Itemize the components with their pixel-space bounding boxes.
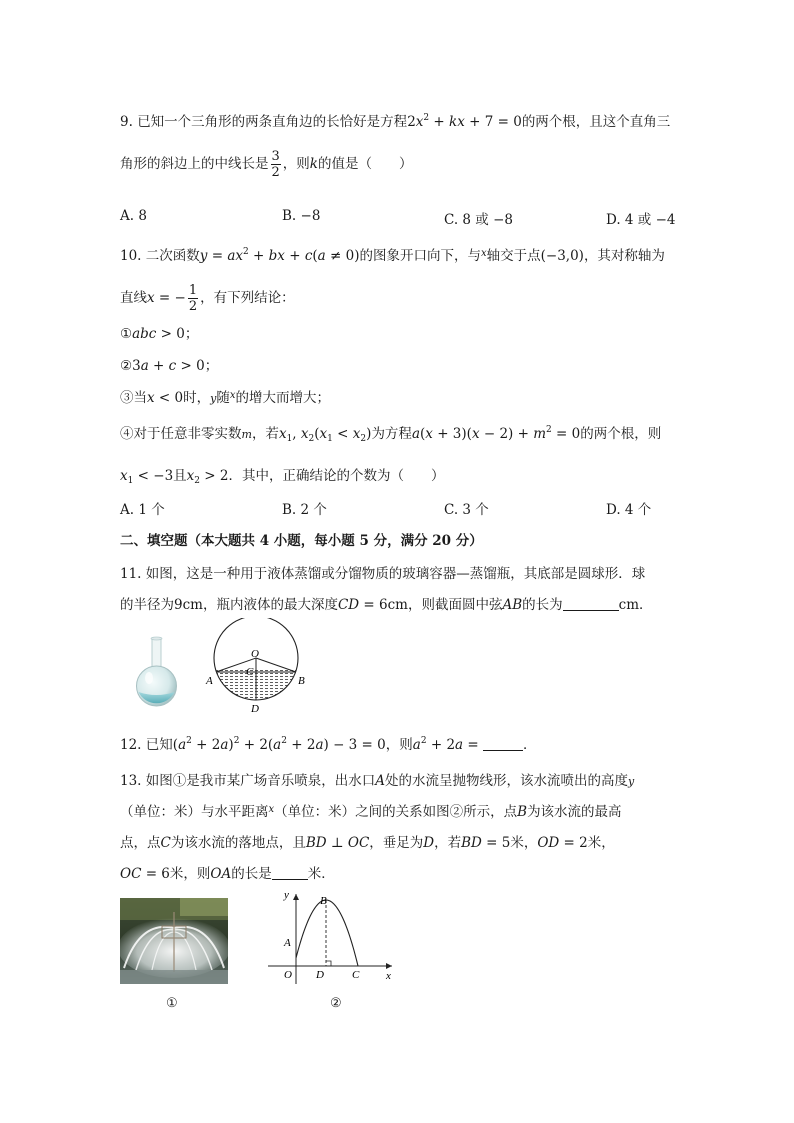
q10-option-a: A. 1 个 — [120, 502, 165, 518]
axis-label-y: y — [284, 889, 289, 901]
q12-text: 已知 — [145, 737, 173, 753]
q10-option-b: B. 2 个 — [282, 502, 327, 518]
answer-blank[interactable] — [483, 750, 523, 751]
q9-text: 的两个根，且这个直角三 — [521, 114, 671, 130]
q9-option-b: B. −8 — [282, 208, 321, 224]
fraction-numerator: 3 — [271, 149, 280, 164]
q13-line2 — [120, 800, 622, 820]
q9-text: 已知一个三角形的两条直角边的长恰好是方程 — [137, 114, 408, 130]
circle-diagram — [200, 618, 312, 718]
conclusion-formula: $x_1 < -3$ — [120, 468, 174, 486]
q9-option-a: A. 8 — [120, 208, 147, 224]
q9-number: 9. — [120, 114, 133, 130]
q13-text: 为该水流的落地点，且 — [170, 835, 306, 851]
fraction-numerator: 1 — [188, 283, 198, 298]
q12-number: 12. — [120, 737, 142, 753]
q12-expression: $a^2 + 2a$ = — [412, 736, 483, 753]
var-k: k — [309, 156, 318, 172]
q13-text: 的长是 — [231, 866, 272, 882]
q13-text: 为该水流的最高 — [527, 804, 622, 820]
conclusion-mark: ③当 — [120, 390, 147, 406]
q13-line1 — [120, 769, 634, 789]
q13-formula: OD = 2 — [537, 835, 588, 851]
q13-text: 米，则 — [169, 866, 211, 882]
q11-text: cm． — [618, 597, 653, 613]
q13-text: 如图①是我市某广场音乐喷泉，出水口 — [145, 773, 376, 789]
var-oa: OA — [210, 866, 232, 882]
fraction-denominator: 2 — [188, 299, 198, 314]
var-x: x — [268, 804, 275, 815]
conclusion-mark: ② — [120, 358, 133, 374]
fountain-photo — [120, 898, 228, 984]
conclusion-text: ④对于任意非零实数 — [120, 426, 242, 442]
conclusion-end: ； — [204, 358, 219, 374]
q13-text: 米， — [510, 835, 538, 851]
conclusion-formula: $a(x + 3)(x - 2) + m^2 = 0$ — [411, 425, 581, 442]
q13-line4 — [120, 862, 335, 882]
q13-formula: BD ⊥ OC — [305, 835, 370, 851]
q10-conclusion-2 — [120, 354, 218, 374]
q12-line — [120, 733, 537, 753]
q13-formula: BD = 5 — [461, 835, 511, 851]
fraction-denominator: 2 — [271, 165, 280, 180]
q13-text: ，若 — [434, 835, 462, 851]
q13-number: 13. — [120, 773, 142, 789]
right-angle-mark — [326, 961, 331, 966]
label-c: C — [352, 969, 360, 981]
q9-text: 的值是（ ） — [317, 156, 413, 172]
axis-label-x: x — [386, 970, 391, 982]
q11-text: 如图，这是一种用于液体蒸馏或分馏物质的玻璃容器—蒸馏瓶，其底部是圆球形．球 — [145, 566, 646, 582]
label-b: B — [298, 675, 305, 687]
q13-text: 米． — [307, 866, 335, 882]
q9-equation: $2x^2$ + kx + 7 = 0 — [407, 113, 522, 130]
q12-equation: $(a^2 + 2a)^2 + 2(a^2 + 2a) - 3 = 0$ — [172, 736, 386, 753]
q10-line2 — [120, 284, 295, 313]
q10-text: 的图象开口向下，与 — [359, 248, 481, 264]
q11-number: 11. — [120, 566, 142, 582]
answer-blank[interactable] — [272, 879, 308, 880]
conclusion-text: 为方程 — [371, 426, 412, 442]
label-a: A — [206, 675, 213, 687]
q10-conclusion-1 — [120, 322, 198, 342]
q9-fraction — [271, 150, 281, 179]
q10-text: 轴交于点 — [486, 248, 541, 264]
x-axis-arrow — [386, 963, 392, 969]
q13-text: 米， — [587, 835, 615, 851]
conclusion-text: 时， — [183, 390, 211, 406]
parabola-curve — [296, 900, 358, 966]
var-x: x — [229, 390, 236, 401]
conclusion-formula: x < 0 — [147, 390, 184, 406]
q10-text: ，有下列结论： — [200, 290, 295, 306]
var-ab: AB — [502, 597, 523, 613]
q13-text: （单位：米）与水平距离 — [120, 804, 269, 820]
var-a: A — [375, 773, 386, 789]
q13-text: （单位：米）之间的关系如图②所示，点 — [274, 804, 518, 820]
label-o: O — [251, 648, 259, 660]
q9-option-c: C. 8 或 −8 — [444, 212, 514, 228]
conclusion-formula: abc > 0 — [132, 326, 185, 342]
label-c: C — [246, 666, 254, 678]
q13-text: 处的水流呈抛物线形，该水流喷出的高度 — [385, 773, 629, 789]
q10-conclusion-3 — [120, 386, 330, 406]
y-axis-arrow — [293, 894, 299, 900]
conclusion-formula: $x_1$, $x_2(x_1 < x_2)$ — [278, 426, 372, 444]
conclusion-text: ．其中，正确结论的个数为（ ） — [228, 468, 445, 484]
q10-function: $y = ax^2$ + bx + c(a ≠ 0) — [199, 247, 360, 264]
q10-point: (−3,0) — [540, 248, 584, 264]
section-title: 二、填空题（本大题共 4 小题，每小题 5 分，满分 20 分） — [120, 533, 483, 549]
q11-text: 的半径为 — [120, 597, 174, 613]
q9-line2 — [120, 150, 412, 179]
q13-text: ，垂足为 — [369, 835, 424, 851]
q11-text: ，瓶内液体的最大深度 — [202, 597, 338, 613]
q12-text: ，则 — [385, 737, 413, 753]
q10-option-d: D. 4 个 — [606, 502, 652, 518]
q10-text: ，其对称轴为 — [583, 248, 665, 264]
q10-conclusion-4 — [120, 422, 661, 442]
q9-text: ，则 — [282, 156, 310, 172]
var-m: m — [241, 428, 252, 441]
figure-2-caption: ② — [330, 996, 342, 1011]
var-c: C — [160, 835, 171, 851]
label-a: A — [284, 937, 291, 949]
q13-formula: OC = 6 — [120, 866, 170, 882]
q11-text: 的长为 — [522, 597, 563, 613]
var-y: y — [628, 775, 635, 788]
conclusion-end: ； — [184, 326, 199, 342]
q11-depth: CD = 6cm — [337, 597, 408, 613]
q11-line1 — [120, 562, 645, 582]
q9-option-d: D. 4 或 −4 — [606, 212, 676, 228]
q10-text: 直线 — [120, 290, 147, 306]
q9-text: 角形的斜边上的中线长是 — [120, 156, 269, 172]
label-d: D — [316, 969, 324, 981]
conclusion-text: 且 — [173, 468, 187, 484]
q13-text: 点，点 — [120, 835, 161, 851]
conclusion-text: ，若 — [251, 426, 279, 442]
q12-text: ． — [523, 737, 537, 753]
answer-blank[interactable] — [563, 610, 619, 611]
q10-conclusion-4-line2 — [120, 464, 445, 484]
q10-number: 10. — [120, 248, 142, 264]
label-d: D — [251, 703, 259, 715]
conclusion-text: 随 — [216, 390, 230, 406]
conclusion-mark: ① — [120, 326, 133, 342]
q10-axis: x = − — [147, 290, 186, 306]
q13-line3 — [120, 831, 615, 851]
flask-image — [133, 636, 181, 708]
var-b: B — [517, 804, 528, 820]
var-y: y — [210, 392, 217, 405]
q11-line2 — [120, 593, 653, 613]
q10-line1 — [120, 244, 665, 264]
q9-line1 — [120, 110, 670, 130]
conclusion-formula: $x_2 > 2$ — [186, 468, 229, 486]
label-b: B — [320, 895, 327, 907]
q10-option-c: C. 3 个 — [444, 502, 489, 518]
var-x: x — [480, 248, 487, 259]
q11-text: ，则截面圆中弦 — [407, 597, 503, 613]
var-d: D — [423, 835, 435, 851]
conclusion-formula: 3a + c > 0 — [132, 358, 205, 374]
figure-1-caption: ① — [166, 996, 178, 1011]
conclusion-text: 的两个根，则 — [580, 426, 662, 442]
q10-fraction — [188, 284, 198, 313]
parabola-graph — [262, 888, 402, 988]
q10-text: 二次函数 — [145, 248, 200, 264]
label-origin: O — [284, 969, 292, 981]
q11-radius: 9cm — [174, 597, 203, 613]
conclusion-text: 的增大而增大； — [235, 390, 330, 406]
